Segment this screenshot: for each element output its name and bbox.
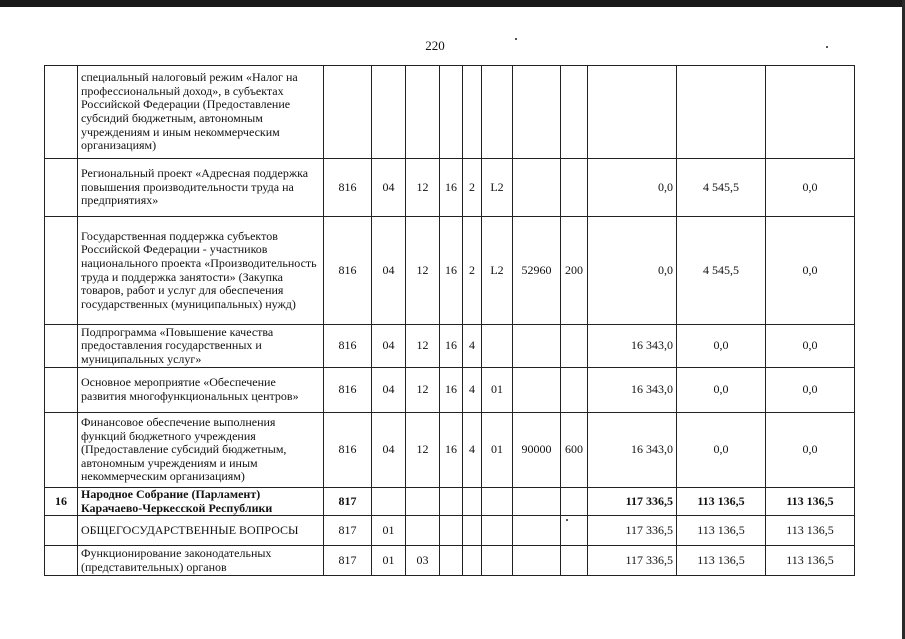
amount-year-2: 113 136,5 xyxy=(677,516,766,546)
ministry-code xyxy=(324,66,372,159)
event-code xyxy=(482,546,513,576)
table-row xyxy=(45,516,855,546)
table-row xyxy=(45,217,855,325)
subprogram-code: 2 xyxy=(463,159,482,217)
amount-year-1 xyxy=(588,66,677,159)
expense-type-code xyxy=(561,325,588,368)
ministry-code: 816 xyxy=(324,217,372,325)
amount-year-2: 0,0 xyxy=(677,368,766,413)
amount-year-2: 113 136,5 xyxy=(677,488,766,516)
amount-year-3: 0,0 xyxy=(766,159,855,217)
amount-year-2: 113 136,5 xyxy=(677,546,766,576)
amount-year-1: 117 336,5 xyxy=(588,546,677,576)
subprogram-code: 4 xyxy=(463,325,482,368)
amount-year-1: 16 343,0 xyxy=(588,368,677,413)
amount-year-3: 0,0 xyxy=(766,413,855,488)
direction-code: 52960 xyxy=(513,217,561,325)
subprogram-code xyxy=(463,488,482,516)
ministry-code: 816 xyxy=(324,368,372,413)
section-code: 04 xyxy=(372,325,406,368)
section-code: 01 xyxy=(372,516,406,546)
section-code xyxy=(372,66,406,159)
row-name: Региональный проект «Адресная поддержка повышения производительности труда на предприятиях» xyxy=(78,159,324,217)
expense-type-code: 200 xyxy=(561,217,588,325)
amount-year-1: 117 336,5 xyxy=(588,516,677,546)
expense-type-code xyxy=(561,488,588,516)
program-code xyxy=(440,488,463,516)
subsection-code: 03 xyxy=(406,546,440,576)
row-index xyxy=(45,546,78,576)
scan-edge-top xyxy=(0,0,905,7)
row-name: ОБЩЕГОСУДАРСТВЕННЫЕ ВОПРОСЫ xyxy=(78,516,324,546)
direction-code xyxy=(513,488,561,516)
ministry-code: 816 xyxy=(324,159,372,217)
section-code: 01 xyxy=(372,546,406,576)
amount-year-1: 0,0 xyxy=(588,159,677,217)
amount-year-3: 113 136,5 xyxy=(766,488,855,516)
ministry-code: 816 xyxy=(324,325,372,368)
row-index: 16 xyxy=(45,488,78,516)
amount-year-3: 113 136,5 xyxy=(766,516,855,546)
amount-year-2: 0,0 xyxy=(677,413,766,488)
row-index xyxy=(45,217,78,325)
program-code: 16 xyxy=(440,413,463,488)
amount-year-3: 0,0 xyxy=(766,217,855,325)
program-code: 16 xyxy=(440,217,463,325)
event-code: L2 xyxy=(482,217,513,325)
table-row xyxy=(45,488,855,516)
expense-type-code: 600 xyxy=(561,413,588,488)
program-code xyxy=(440,516,463,546)
row-index xyxy=(45,516,78,546)
amount-year-1: 0,0 xyxy=(588,217,677,325)
row-index xyxy=(45,325,78,368)
table-row xyxy=(45,159,855,217)
direction-code xyxy=(513,325,561,368)
expense-type-code xyxy=(561,516,588,546)
row-name: Функционирование законодательных (представительных) органов xyxy=(78,546,324,576)
event-code: 01 xyxy=(482,413,513,488)
amount-year-2: 4 545,5 xyxy=(677,217,766,325)
amount-year-2: 0,0 xyxy=(677,325,766,368)
direction-code xyxy=(513,66,561,159)
row-name: Государственная поддержка субъектов Российской Федерации - участников национального проекта «Производительность труда и поддержка занятости» (Закупка товаров, работ и услуг для обеспечения государственных (муниципальных) нужд) xyxy=(78,217,324,325)
table-row xyxy=(45,546,855,576)
subsection-code: 12 xyxy=(406,325,440,368)
program-code xyxy=(440,66,463,159)
amount-year-1: 16 343,0 xyxy=(588,413,677,488)
program-code: 16 xyxy=(440,159,463,217)
subsection-code: 12 xyxy=(406,368,440,413)
table-row xyxy=(45,325,855,368)
subsection-code: 12 xyxy=(406,217,440,325)
amount-year-2: 4 545,5 xyxy=(677,159,766,217)
program-code xyxy=(440,546,463,576)
section-code: 04 xyxy=(372,159,406,217)
section-code xyxy=(372,488,406,516)
expense-type-code xyxy=(561,368,588,413)
ministry-code: 817 xyxy=(324,488,372,516)
table-row xyxy=(45,368,855,413)
amount-year-2 xyxy=(677,66,766,159)
direction-code xyxy=(513,368,561,413)
row-name: Народное Собрание (Парламент) Карачаево-Черкесской Республики xyxy=(78,488,324,516)
row-index xyxy=(45,413,78,488)
amount-year-3: 0,0 xyxy=(766,325,855,368)
page-number: 220 xyxy=(425,38,445,53)
direction-code xyxy=(513,159,561,217)
row-index xyxy=(45,159,78,217)
subsection-code: 12 xyxy=(406,159,440,217)
table-row xyxy=(45,66,855,159)
event-code: L2 xyxy=(482,159,513,217)
budget-table xyxy=(44,65,855,576)
amount-year-1: 117 336,5 xyxy=(588,488,677,516)
subsection-code: 12 xyxy=(406,413,440,488)
section-code: 04 xyxy=(372,368,406,413)
row-name: Финансовое обеспечение выполнения функций бюджетного учреждения (Предоставление субсидий бюджетным, автономным учреждениям и иным некоммерческим организациям) xyxy=(78,413,324,488)
direction-code: 90000 xyxy=(513,413,561,488)
subprogram-code: 4 xyxy=(463,413,482,488)
subprogram-code xyxy=(463,66,482,159)
event-code xyxy=(482,488,513,516)
expense-type-code xyxy=(561,546,588,576)
subprogram-code: 4 xyxy=(463,368,482,413)
ministry-code: 816 xyxy=(324,413,372,488)
row-name: специальный налоговый режим «Налог на профессиональный доход», в субъектах Российской Федерации (Предоставление субсидий бюджетным, автономным учреждениям и иным некоммерческим организациям) xyxy=(78,66,324,159)
subprogram-code xyxy=(463,546,482,576)
event-code xyxy=(482,325,513,368)
subsection-code xyxy=(406,488,440,516)
subprogram-code: 2 xyxy=(463,217,482,325)
subsection-code xyxy=(406,66,440,159)
amount-year-3: 0,0 xyxy=(766,368,855,413)
subprogram-code xyxy=(463,516,482,546)
direction-code xyxy=(513,516,561,546)
row-index xyxy=(45,66,78,159)
direction-code xyxy=(513,546,561,576)
subsection-code xyxy=(406,516,440,546)
program-code: 16 xyxy=(440,368,463,413)
program-code: 16 xyxy=(440,325,463,368)
event-code xyxy=(482,66,513,159)
expense-type-code xyxy=(561,159,588,217)
row-name: Основное мероприятие «Обеспечение развития многофункциональных центров» xyxy=(78,368,324,413)
event-code: 01 xyxy=(482,368,513,413)
row-name: Подпрограмма «Повышение качества предоставления государственных и муниципальных услуг» xyxy=(78,325,324,368)
amount-year-3: 113 136,5 xyxy=(766,546,855,576)
section-code: 04 xyxy=(372,413,406,488)
amount-year-1: 16 343,0 xyxy=(588,325,677,368)
table-row xyxy=(45,413,855,488)
expense-type-code xyxy=(561,66,588,159)
row-index xyxy=(45,368,78,413)
ministry-code: 817 xyxy=(324,546,372,576)
ministry-code: 817 xyxy=(324,516,372,546)
section-code: 04 xyxy=(372,217,406,325)
amount-year-3 xyxy=(766,66,855,159)
event-code xyxy=(482,516,513,546)
